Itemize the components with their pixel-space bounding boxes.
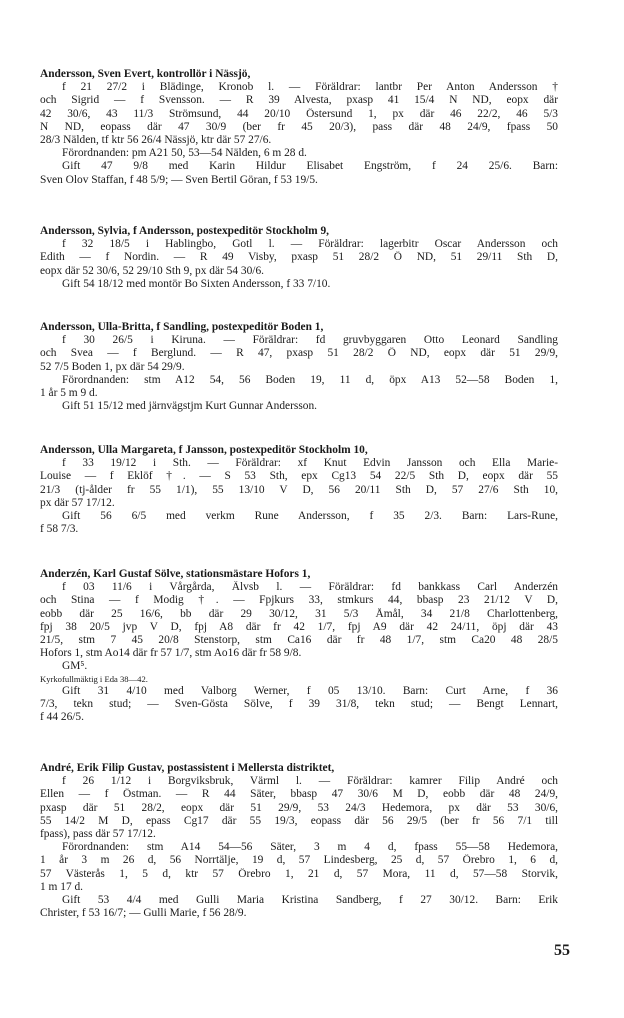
entry-line: 21/5, stm 7 45 20/8 Stenstorp, stm Ca16 där fr 48 1/7, stm Ca20 48 28/5 (40, 634, 558, 647)
entry-line: och Stina — f Modig †. — Fpjkurs 33, stmkurs 44, bbasp 23 21/12 V D, (40, 594, 558, 607)
entry-heading: Andersson, Ulla Margareta, f Jansson, postexpeditör Stockholm 10, (40, 444, 368, 456)
entry-line: eopx där 52 30/6, 52 29/10 Sth 9, px där 54 30/6. (40, 264, 264, 277)
entry-heading: Andersson, Sylvia, f Andersson, postexpeditör Stockholm 9, (40, 225, 330, 237)
entry-line: Ellen — f Östman. — R 44 Säter, bbasp 47 30/6 M D, eobb där 48 24/9, (40, 788, 558, 801)
entry-line: f 33 19/12 i Sth. — Föräldrar: xf Knut Edvin Jansson och Ella Marie- (62, 457, 558, 470)
entry-line: fpj 38 20/5 jvp V D, fpj A8 där fr 42 1/7, fpj A9 där 42 24/11, öpj där 43 (40, 620, 558, 633)
biography-entry (40, 444, 558, 536)
biography-entry (40, 568, 558, 724)
biography-entry (40, 68, 558, 187)
entry-heading: Anderzén, Karl Gustaf Sölve, stationsmästare Hofors 1, (40, 568, 311, 580)
entry-line: 42 30/6, 43 11/3 Strömsund, 44 20/10 Östersund 1, px där 46 22/2, 46 5/3 (40, 107, 558, 120)
entry-line: 1 år 5 m 9 d. (40, 387, 98, 400)
entry-line: 1 år 3 m 26 d, 56 Norrtälje, 19 d, 57 Lindesberg, 25 d, 57 Örebro 1, 6 d, (40, 854, 558, 867)
entry-line: f 58 7/3. (40, 523, 79, 536)
entry-heading: André, Erik Filip Gustav, postassistent i Mellersta distriktet, (40, 762, 335, 774)
entry-line: Förordnanden: pm A21 50, 53—54 Nälden, 6 m 28 d. (62, 147, 307, 160)
entry-line: eobb där 25 16/6, bb där 29 30/12, 31 5/3 Åmål, 34 21/8 Charlottenberg, (40, 607, 558, 620)
entry-line: Förordnanden: stm A12 54, 56 Boden 19, 11 d, öpx A13 52—58 Boden 1, (62, 373, 558, 386)
entry-line: 28/3 Nälden, tf ktr 56 26/4 Nässjö, ktr där 57 27/6. (40, 134, 272, 147)
entry-line: Gift 53 4/4 med Gulli Maria Kristina Sandberg, f 27 30/12. Barn: Erik (62, 894, 558, 907)
entry-line: f 03 11/6 i Vårgårda, Älvsb l. — Föräldrar: fd bankkass Carl Anderzén (62, 581, 558, 594)
entry-line: 7/3, tekn stud; — Sven-Gösta Sölve, f 39 31/8, tekn stud; — Bengt Lennart, (40, 697, 558, 710)
entry-line: pxasp där 51 28/2, eopx där 51 29/9, 53 24/3 Hedemora, px där 53 30/6, (40, 801, 558, 814)
page-number: 55 (554, 942, 570, 959)
entry-line: 55 14/2 M D, epass Cg17 där 55 19/3, eopass där 56 29/5 (ber fr 56 7/1 till (40, 814, 558, 827)
entry-line: och Sigrid — f Svensson. — R 39 Alvesta, pxasp 41 15/4 N ND, eopx där (40, 94, 558, 107)
entry-line: Gift 51 15/12 med järnvägstjm Kurt Gunnar Andersson. (62, 400, 317, 413)
entry-line: px där 57 17/12. (40, 496, 115, 509)
entry-line: 1 m 17 d. (40, 880, 84, 893)
entry-line: och Svea — f Berglund. — R 47, pxasp 51 28/2 Ö ND, eopx där 51 29/9, (40, 347, 558, 360)
biography-entry (40, 762, 558, 920)
entry-line: Gift 31 4/10 med Valborg Werner, f 05 13/10. Barn: Curt Arne, f 36 (62, 684, 558, 697)
entry-line: GM⁵. (62, 660, 88, 673)
entry-line: f 44 26/5. (40, 711, 84, 724)
entry-line: Louise — f Eklöf †. — S 53 Sth, epx Cg13 54 22/5 Sth D, eopx där 55 (40, 470, 558, 483)
entry-line: Gift 56 6/5 med verkm Rune Andersson, f 35 2/3. Barn: Lars-Rune, (62, 510, 558, 523)
entry-note: Kyrkofullmäktig i Eda 38—42. (40, 673, 148, 684)
entry-line: Gift 47 9/8 med Karin Hildur Elisabet Engström, f 24 25/6. Barn: (62, 160, 558, 173)
entry-line: f 21 27/2 i Blädinge, Kronob l. — Föräldrar: lantbr Per Anton Andersson † (62, 81, 558, 94)
entry-line: Förordnanden: stm A14 54—56 Säter, 3 m 4 d, fpass 55—58 Hedemora, (62, 841, 558, 854)
entry-line: Edith — f Nordin. — R 49 Visby, pxasp 51 28/2 Ö ND, 51 29/11 Sth D, (40, 251, 558, 264)
entry-line: Christer, f 53 16/7; — Gulli Marie, f 56 28/9. (40, 907, 247, 920)
entry-heading: Andersson, Sven Evert, kontrollör i Nässjö, (40, 68, 251, 80)
entry-line: 57 Västerås 1, 5 d, ktr 57 Örebro 1, 21 d, 57 Mora, 11 d, 57—58 Storvik, (40, 867, 558, 880)
entry-line: f 32 18/5 i Hablingbo, Gotl l. — Föräldrar: lagerbitr Oscar Andersson och (62, 238, 558, 251)
entry-line: Hofors 1, stm Ao14 där fr 57 1/7, stm Ao16 där fr 58 9/8. (40, 647, 302, 660)
entry-line: 21/3 (tj-ålder fr 55 1/1), 55 13/10 V D, 56 20/11 Sth D, 57 27/6 Sth 10, (40, 483, 558, 496)
entry-line: Sven Olov Staffan, f 48 5/9; — Sven Bertil Göran, f 53 19/5. (40, 173, 318, 186)
entry-line: 52 7/5 Boden 1, px där 54 29/9. (40, 360, 185, 373)
entry-line: Gift 54 18/12 med montör Bo Sixten Andersson, f 33 7/10. (62, 277, 331, 290)
entry-line: N ND, eopass där 47 30/9 (ber fr 45 20/3), pass där 48 24/9, fpass 50 (40, 120, 558, 133)
entry-heading: Andersson, Ulla-Britta, f Sandling, postexpeditör Boden 1, (40, 321, 324, 333)
entry-line: f 26 1/12 i Borgviksbruk, Värml l. — Föräldrar: kamrer Filip André och (62, 775, 558, 788)
entry-line: fpass), pass där 57 17/12. (40, 828, 156, 841)
entry-line: f 30 26/5 i Kiruna. — Föräldrar: fd gruvbyggaren Otto Leonard Sandling (62, 334, 558, 347)
biography-entry (40, 225, 558, 291)
biography-entry (40, 321, 558, 413)
